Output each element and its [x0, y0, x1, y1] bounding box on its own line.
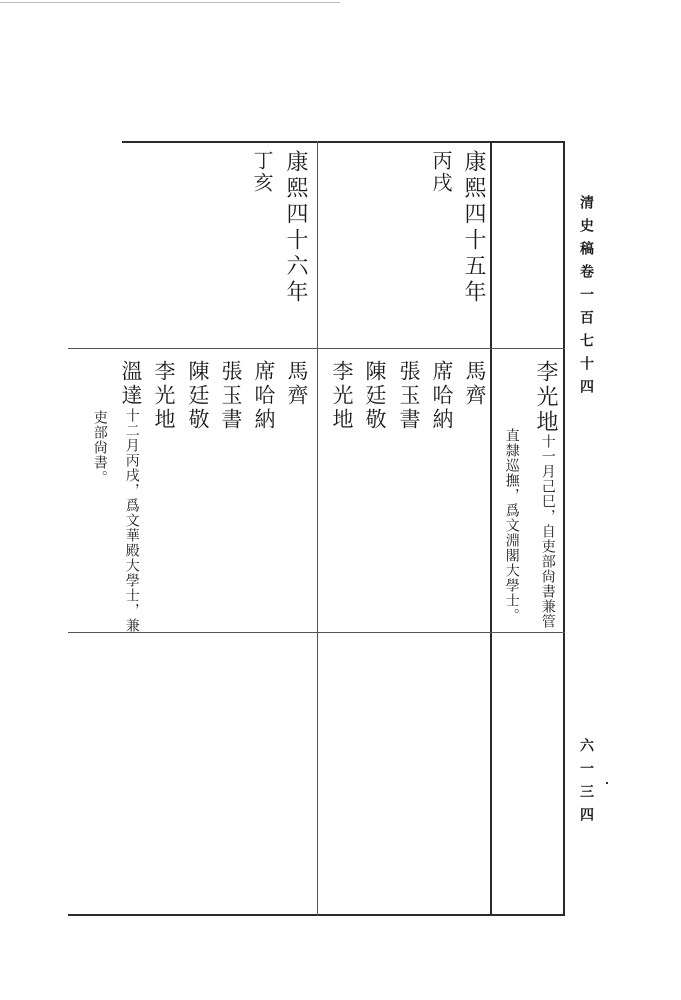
appointment-note: 十一月己巳，自吏部尙書兼管: [539, 434, 556, 629]
row-divider-upper: [68, 348, 565, 349]
reign-year-label: 康熙四十五年: [461, 150, 486, 306]
running-title: 清史稿卷一百七十四: [578, 195, 594, 402]
incumbent-name: 馬齊: [463, 360, 487, 408]
incumbent-name: 張玉書: [219, 360, 243, 432]
row-divider-lower: [68, 632, 565, 633]
scan-speck: [606, 782, 608, 784]
column-divider-1: [490, 141, 492, 916]
incumbent-name: 席哈納: [430, 360, 454, 432]
incumbent-name: 李光地: [152, 360, 176, 432]
appointee-name: 李光地: [533, 360, 558, 435]
incumbent-name: 張玉書: [397, 360, 421, 432]
table-right-border: [563, 141, 565, 916]
incumbent-name: 馬齊: [285, 360, 309, 408]
reign-year-label: 康熙四十六年: [283, 150, 308, 306]
cyclical-year-label: 丁亥: [250, 150, 274, 194]
appointee-name: 溫達: [119, 360, 143, 408]
incumbent-name: 席哈納: [252, 360, 276, 432]
page-number: 六一三四: [578, 738, 594, 830]
incumbent-name: 陳廷敬: [363, 360, 387, 432]
incumbent-name: 李光地: [330, 360, 354, 432]
scan-artifact-line: [0, 2, 340, 3]
incumbent-name: 陳廷敬: [186, 360, 210, 432]
column-divider-2: [317, 141, 318, 916]
appointment-note: 直隸巡撫，爲文淵閣大學士。: [503, 428, 520, 623]
cyclical-year-label: 丙戌: [429, 150, 453, 194]
table-top-border: [122, 141, 565, 143]
appointment-note: 十二月丙戌，爲文華殿大學士，兼: [123, 408, 140, 633]
appointment-note: 吏部尙書。: [91, 410, 108, 485]
